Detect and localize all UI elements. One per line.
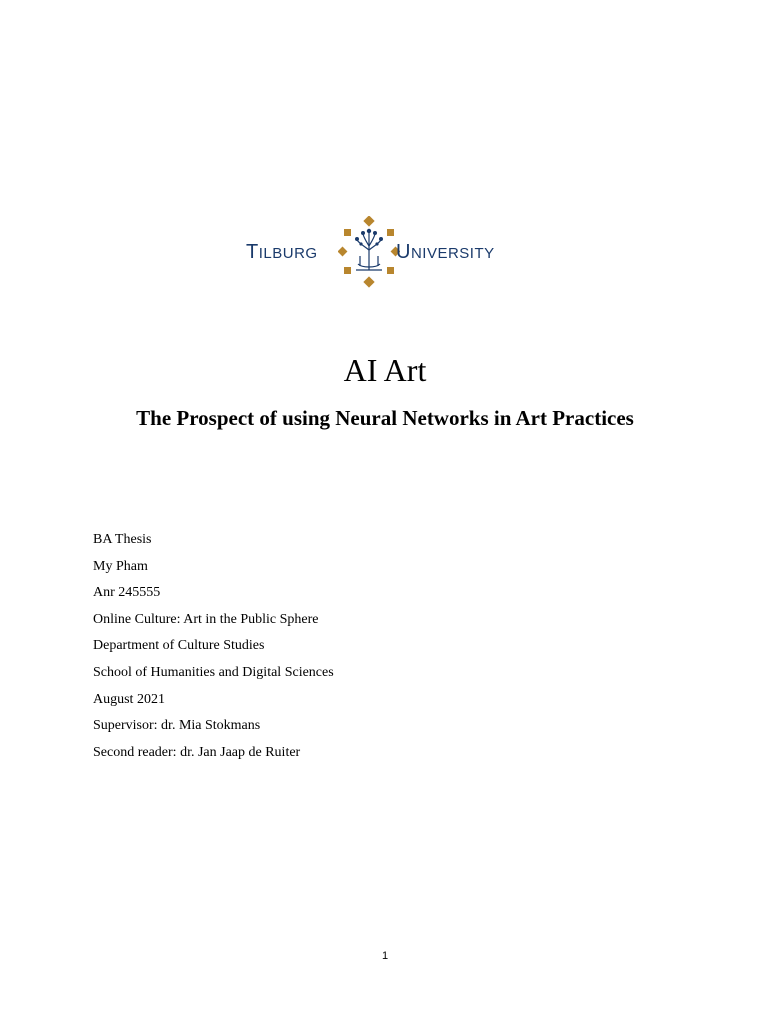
info-line: School of Humanities and Digital Sciences (93, 664, 334, 680)
info-line: Anr 245555 (93, 585, 161, 601)
info-line: My Pham (93, 558, 148, 574)
info-line: BA Thesis (93, 532, 152, 547)
thesis-info-list (93, 530, 334, 769)
info-line: Supervisor: dr. Mia Stokmans (93, 718, 261, 734)
info-line: Department of Culture Studies (93, 638, 265, 654)
info-line: Second reader: dr. Jan Jaap de Ruiter (93, 744, 301, 760)
logo-word-left: TILBURG (246, 241, 318, 263)
university-emblem-icon (338, 216, 400, 290)
document-title: AI Art (343, 352, 427, 388)
logo-word-right: UNIVERSITY (396, 241, 495, 263)
document-subtitle: The Prospect of using Neural Networks in Art Practices (136, 406, 634, 430)
info-line: August 2021 (93, 691, 165, 707)
university-logo (246, 216, 526, 290)
page-number: 1 (381, 950, 389, 962)
info-line: Online Culture: Art in the Public Sphere (93, 611, 319, 627)
